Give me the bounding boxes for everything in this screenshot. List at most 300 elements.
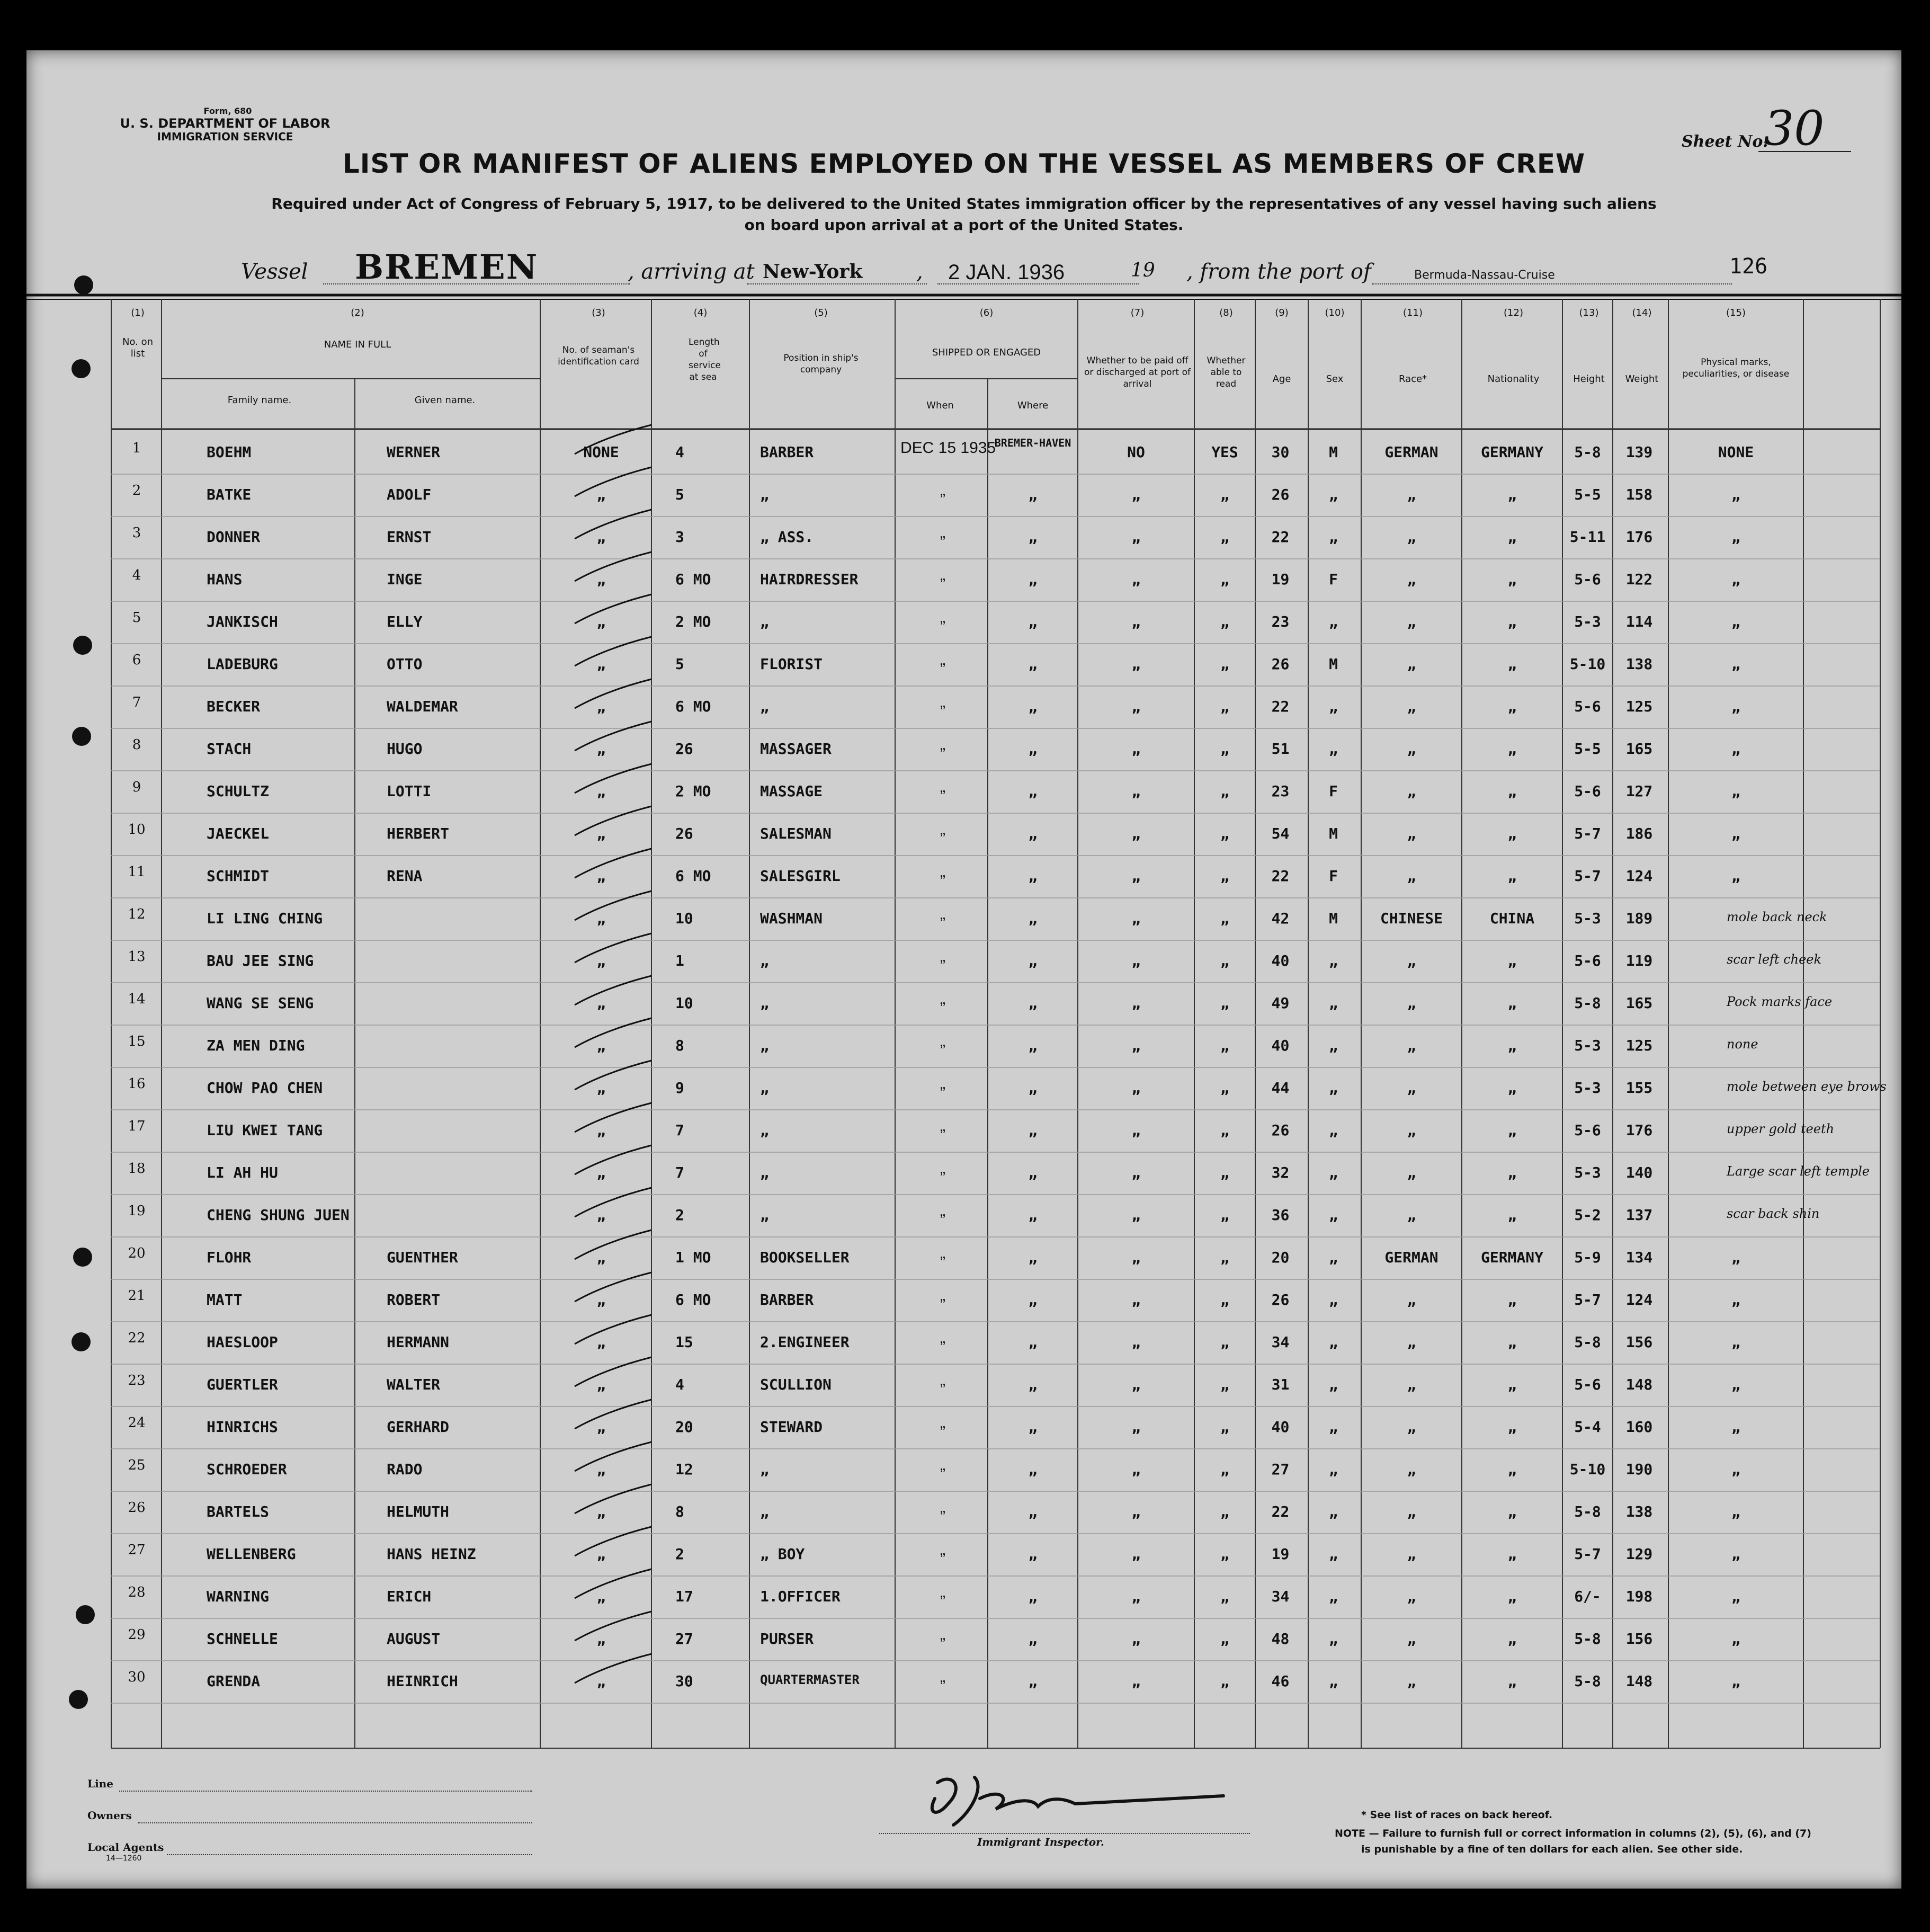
cell-given: LOTTI (387, 782, 432, 800)
cell-read: „ (1220, 1206, 1229, 1224)
cell-where: „ (1028, 1588, 1038, 1605)
cell-read: „ (1220, 655, 1229, 673)
cell-weight: 129 (1625, 1545, 1653, 1563)
cell-sex: „ (1329, 1588, 1338, 1605)
cell-nat: „ (1507, 1164, 1517, 1181)
col2-label: NAME IN FULL (324, 339, 391, 350)
cell-when: „ (940, 1202, 945, 1219)
cell-card: „ (596, 740, 606, 758)
penalty-note-1: NOTE — Failure to furnish full or correct information in columns (2), (5), (6), and (7) (1335, 1828, 1811, 1839)
cell-card: „ (596, 1079, 606, 1097)
cell-sex: F (1329, 782, 1338, 800)
cell-given: HANS HEINZ (387, 1545, 476, 1563)
departure-port: Bermuda-Nassau-Cruise (1414, 269, 1555, 282)
cell-service: 8 (675, 1037, 684, 1054)
cell-race: GERMAN (1384, 1249, 1438, 1266)
cell-family: LI LING CHING (207, 910, 323, 927)
cell-age: 26 (1271, 486, 1290, 503)
cell-card: NONE (583, 443, 619, 461)
cell-card: „ (596, 1545, 606, 1563)
col15-label: Physical marks, peculiarities, or disease (1682, 357, 1790, 379)
cell-marks: „ (1731, 1461, 1740, 1478)
check-mark-icon (572, 1397, 657, 1434)
cell-position: SALESGIRL (760, 867, 841, 885)
cell-paid: „ (1131, 994, 1141, 1012)
cell-family: HINRICHS (207, 1418, 278, 1436)
cell-sex: „ (1329, 740, 1338, 758)
cell-read: „ (1220, 867, 1229, 885)
cell-family: BECKER (207, 698, 261, 715)
cell-read: „ (1220, 825, 1229, 842)
cell-nat: „ (1507, 1588, 1517, 1605)
cell-weight: 124 (1625, 1291, 1653, 1308)
cell-marks: „ (1731, 613, 1740, 630)
cell-service: 2 MO (675, 782, 711, 800)
row-number: 17 (128, 1118, 146, 1134)
cell-paid: „ (1131, 1291, 1141, 1308)
cell-nat: CHINA (1489, 910, 1535, 927)
check-mark-icon (572, 761, 657, 798)
cell-family: SCHNELLE (207, 1630, 278, 1648)
col2-family-label: Family name. (227, 395, 292, 406)
cell-race: „ (1407, 528, 1416, 546)
cell-where: „ (1028, 655, 1038, 673)
cell-race: „ (1407, 1545, 1416, 1563)
cell-paid: „ (1131, 1418, 1141, 1436)
arrival-date: 2 JAN. 1936 (948, 261, 1065, 284)
cell-paid: „ (1131, 740, 1141, 758)
cell-nat: „ (1507, 1672, 1517, 1690)
cell-family: STACH (207, 740, 252, 758)
cell-marks: „ (1731, 782, 1740, 800)
cell-age: 23 (1271, 782, 1290, 800)
cell-where: „ (1028, 1037, 1038, 1054)
cell-read: „ (1220, 1630, 1229, 1648)
col3-label: No. of seaman's identification card (558, 345, 639, 367)
check-mark-icon (572, 1143, 657, 1180)
check-mark-icon (572, 592, 657, 629)
cell-nat: „ (1507, 1333, 1517, 1351)
cell-where: „ (1028, 994, 1038, 1012)
col11-label: Race* (1398, 373, 1427, 385)
cell-when: „ (940, 1287, 945, 1304)
cell-position: QUARTERMASTER (760, 1672, 860, 1687)
cell-service: 8 (675, 1503, 684, 1520)
cell-age: 40 (1271, 1037, 1290, 1054)
col8-label: Whether able to read (1207, 355, 1246, 389)
cell-family: CHOW PAO CHEN (207, 1079, 323, 1097)
cell-when: „ (940, 905, 945, 923)
cell-position: HAIRDRESSER (760, 571, 859, 588)
cell-sex: „ (1329, 1164, 1338, 1181)
sheet-label: Sheet No. (1682, 132, 1768, 151)
cell-card: „ (596, 528, 606, 546)
line-label: Line (87, 1777, 113, 1790)
cell-weight: 165 (1625, 994, 1653, 1012)
cell-read: „ (1220, 1121, 1229, 1139)
cell-nat: „ (1507, 1079, 1517, 1097)
col1-label: No. on list (122, 336, 154, 359)
cell-where: „ (1028, 528, 1038, 546)
cell-weight: 198 (1625, 1588, 1653, 1605)
cell-paid: „ (1131, 698, 1141, 715)
check-mark-icon (572, 634, 657, 671)
cell-card: „ (596, 1630, 606, 1648)
cell-nat: „ (1507, 1545, 1517, 1563)
cell-age: 32 (1271, 1164, 1290, 1181)
col6-where-label: Where (1017, 400, 1049, 411)
cell-paid: „ (1131, 1164, 1141, 1181)
row-number: 5 (132, 610, 141, 626)
penalty-note-2: is punishable by a fine of ten dollars for each alien. See other side. (1361, 1844, 1743, 1855)
row-number: 16 (128, 1076, 146, 1092)
cell-age: 36 (1271, 1206, 1290, 1224)
manifest-sheet: Form, 680 U. S. DEPARTMENT OF LABOR IMMIGRATION SERVICE Sheet No. 30 LIST OR MANIFEST OF ALIENS EMPLOYED ON THE VESSEL AS MEMBERS OF CREW Required under Act of Congress of February 5, 1917, to be delivered to the United States immigration officer by the representatives of any vessel having such aliens on board upon arrival at a port of the United States. Vessel BREMEN , arriving at New-York , 2 JAN. 1936 19 , from the port of Bermuda-Nassau-Cruise 126 (1) No. on list (2) NAME IN FULL Family name. Given name. (3) No. of seaman's identification card (4) Length of service at sea (5) Position in ship's company (6) SHIPPED OR ENGAGED When Where (7) Whether to be paid off or discharged at port of arrival (8) Whether able to read (9) Age (10) Sex (11) Race* (12) Nationality (13) Height (14) Weight (15) Physical marks, peculiarities, or disease 1 BOEHM WERNER NONE 4 BARBER DEC 15 1935 BREMER-HAVEN NO YES 30 M GERMAN GERMANY 5-8 139 NONE 2 BATKE ADOLF „ 5 „ „ „ „ „ 26 „ „ „ 5-5 158 „ 3 DONNER ERNST „ 3 „ ASS. „ „ „ „ 22 „ „ „ 5-11 176 „ 4 HANS INGE „ 6 MO HAIRDRESSER „ „ „ „ 19 F „ „ 5-6 122 „ 5 JANKISCH ELLY „ 2 MO „ „ „ „ „ 23 „ „ „ 5-3 114 „ 6 LADEBURG OTTO „ 5 FLORIST „ „ „ „ 26 M „ „ 5-10 138 „ 7 BECKER WALDEMAR „ 6 MO „ „ „ „ „ 22 „ „ „ 5-6 125 „ 8 STACH HUGO „ 26 MASSAGER „ „ „ „ 51 „ „ „ 5-5 165 „ 9 SCHULTZ LOTTI „ 2 MO MASSAGE „ „ „ „ 23 F „ „ 5-6 127 „ 10 JAECKEL HERBERT „ 26 SALESMAN „ „ „ „ 54 M „ „ 5-7 186 „ 11 SCHMIDT RENA „ 6 MO SALESGIRL „ „ „ „ 22 F „ „ 5-7 124 „ 12 LI LING CHING „ 10 WASHMAN „ „ „ „ 42 M CHINESE CHINA 5-3 189 mole back neck 13 BAU JEE SING „ 1 „ „ „ „ „ 40 „ „ „ 5-6 119 scar left cheek 14 WANG SE SENG „ 10 „ „ „ „ „ 49 „ „ „ 5-8 165 Pock marks face 15 ZA MEN DING „ 8 „ „ „ „ „ 40 „ „ „ 5-3 125 none 16 CHOW PAO CHEN „ 9 „ „ „ „ „ 44 „ „ „ 5-3 155 mole between eye brows 17 LIU KWEI TANG „ 7 „ „ „ „ „ 26 „ „ „ 5-6 176 upper gold teeth 18 LI AH HU „ 7 „ „ „ „ „ 32 „ „ „ 5-3 140 Large scar left temple 19 CHENG SHUNG JUEN „ 2 „ „ „ „ „ 36 „ „ „ 5-2 137 scar back shin 20 FLOHR GUENTHER „ 1 MO BOOKSELLER „ „ „ „ 20 „ GERMAN GERMANY 5-9 134 „ 21 MATT ROBERT „ 6 MO BARBER „ „ „ „ 26 „ „ „ 5-7 124 „ 22 HAESLOOP HERMANN „ 15 2.ENGINEER „ „ „ „ 34 „ „ „ 5-8 156 „ 23 GUERTLER WALTER „ 4 SCULLION „ „ „ „ 31 „ „ „ 5-6 148 „ 24 HINRICHS GERHARD „ 20 STEWARD „ „ „ „ 40 „ „ „ 5-4 160 „ 25 SCHROEDER RADO „ 12 „ „ „ „ „ 27 „ „ „ 5-10 190 „ 26 BARTELS HELMUTH „ 8 „ „ „ „ „ 22 „ „ „ 5-8 138 „ 27 WELLENBERG HANS HEINZ „ 2 „ BOY „ „ „ „ 19 „ „ „ 5-7 129 „ 28 WARNING ERICH „ 17 1.OFFICER „ „ „ „ 34 „ „ „ 6/- 198 „ 29 SCHNELLE AUGUST „ 27 PURSER „ „ „ „ 48 „ „ „ 5-8 156 „ 30 GRENDA HEINRICH „ 30 QUARTERMASTER „ „ „ „ 46 „ „ „ 5-8 148 „ Line Owners Local Agents 14—1260 Immigrant Inspector. * See list of races on back hereof. NOTE — Failure to furnish full or correct information in columns (2), (5), (6), and (7) is punishable by a fine of ten dollars for each alien. See other side. (26, 50, 1901, 1889)
cell-service: 7 (675, 1121, 684, 1139)
cell-where: „ (1028, 1672, 1038, 1690)
cell-marks: „ (1731, 528, 1740, 546)
cell-nat: „ (1507, 528, 1517, 546)
cell-given: HERMANN (387, 1333, 450, 1351)
col2-given-label: Given name. (414, 395, 476, 406)
cell-paid: „ (1131, 952, 1141, 969)
cell-marks: „ (1731, 1588, 1740, 1605)
cell-age: 22 (1271, 867, 1290, 885)
cell-when: „ (940, 482, 945, 499)
cell-weight: 138 (1625, 655, 1653, 673)
check-mark-icon (572, 931, 657, 968)
cell-family: JANKISCH (207, 613, 278, 630)
cell-when: „ (940, 1456, 945, 1474)
cell-nat: „ (1507, 1376, 1517, 1393)
cell-nat: „ (1507, 1206, 1517, 1224)
cell-read: „ (1220, 782, 1229, 800)
cell-read: „ (1220, 613, 1229, 630)
cell-paid: „ (1131, 655, 1141, 673)
cell-age: 26 (1271, 1121, 1290, 1139)
cell-nat: „ (1507, 1418, 1517, 1436)
check-mark-icon (572, 1524, 657, 1561)
cell-sex: „ (1329, 1503, 1338, 1520)
row-number: 25 (128, 1457, 146, 1473)
cell-paid: „ (1131, 1376, 1141, 1393)
cell-weight: 165 (1625, 740, 1653, 758)
cell-age: 51 (1271, 740, 1290, 758)
cell-given: INGE (387, 571, 423, 588)
cell-height: 5-8 (1574, 1672, 1601, 1690)
cell-service: 2 (675, 1206, 684, 1224)
row-number: 20 (128, 1245, 146, 1261)
cell-where: „ (1028, 1333, 1038, 1351)
cell-nat: „ (1507, 1461, 1517, 1478)
cell-race: „ (1407, 1121, 1416, 1139)
cell-nat: GERMANY (1480, 1249, 1543, 1266)
row-number: 1 (132, 440, 141, 456)
cell-sex: „ (1329, 1461, 1338, 1478)
cell-service: 26 (675, 740, 693, 758)
row-number: 27 (128, 1542, 146, 1558)
cell-weight: 155 (1625, 1079, 1653, 1097)
cell-position: SALESMAN (760, 825, 832, 842)
cell-card: „ (596, 486, 606, 503)
cell-given: WALDEMAR (387, 698, 458, 715)
cell-paid: „ (1131, 486, 1141, 503)
check-mark-icon (572, 1185, 657, 1222)
cell-nat: „ (1507, 1037, 1517, 1054)
cell-sex: „ (1329, 528, 1338, 546)
cell-sex: F (1329, 867, 1338, 885)
row-number: 30 (128, 1669, 146, 1685)
cell-age: 40 (1271, 1418, 1290, 1436)
cell-age: 22 (1271, 1503, 1290, 1520)
cell-marks: „ (1731, 1249, 1740, 1266)
cell-position: 1.OFFICER (760, 1588, 841, 1605)
cell-where: „ (1028, 1418, 1038, 1436)
cell-when: „ (940, 1160, 945, 1177)
cell-family: CHENG SHUNG JUEN (207, 1206, 350, 1224)
cell-service: 17 (675, 1588, 693, 1605)
cell-nat: „ (1507, 698, 1517, 715)
cell-card: „ (596, 1291, 606, 1308)
cell-age: 23 (1271, 613, 1290, 630)
cell-service: 6 MO (675, 698, 711, 715)
cell-position: „ (760, 994, 769, 1012)
cell-position: „ (760, 698, 769, 715)
cell-age: 22 (1271, 698, 1290, 715)
cell-family: WARNING (207, 1588, 270, 1605)
cell-paid: „ (1131, 1121, 1141, 1139)
cell-position: STEWARD (760, 1418, 823, 1436)
cell-service: 5 (675, 486, 684, 503)
cell-nat: „ (1507, 994, 1517, 1012)
cell-when: „ (940, 736, 945, 753)
cell-height: 5-8 (1574, 994, 1601, 1012)
cell-service: 10 (675, 910, 693, 927)
agents-dots (167, 1854, 532, 1855)
cell-family: SCHULTZ (207, 782, 270, 800)
col4-number: (4) (693, 307, 708, 318)
cell-where: „ (1028, 1503, 1038, 1520)
cell-when: „ (940, 948, 945, 965)
cell-where: „ (1028, 1461, 1038, 1478)
cell-weight: 125 (1625, 698, 1653, 715)
cell-weight: 140 (1625, 1164, 1653, 1181)
cell-family: GRENDA (207, 1672, 261, 1690)
cell-race: GERMAN (1384, 443, 1438, 461)
arriving-label: , arriving at (628, 260, 755, 284)
cell-nat: „ (1507, 1630, 1517, 1648)
cell-card: „ (596, 782, 606, 800)
check-mark-icon (572, 973, 657, 1010)
col14-label: Weight (1625, 373, 1659, 385)
cell-card: „ (596, 1121, 606, 1139)
cell-service: 12 (675, 1461, 693, 1478)
cell-nat: „ (1507, 782, 1517, 800)
cell-position: „ (760, 1461, 769, 1478)
from-port-label: , from the port of (1186, 260, 1371, 284)
cell-family: WELLENBERG (207, 1545, 296, 1563)
cell-family: BARTELS (207, 1503, 270, 1520)
row-number: 19 (128, 1203, 146, 1219)
cell-where: „ (1028, 1164, 1038, 1181)
cell-service: 30 (675, 1672, 693, 1690)
cell-sex: F (1329, 571, 1338, 588)
cell-when: „ (940, 1499, 945, 1516)
cell-read: „ (1220, 1079, 1229, 1097)
cell-height: 5-6 (1574, 782, 1601, 800)
cell-sex: „ (1329, 1333, 1338, 1351)
cell-nat: „ (1507, 1291, 1517, 1308)
cell-read: „ (1220, 528, 1229, 546)
print-code: 14—1260 (106, 1854, 142, 1863)
cell-height: 5-3 (1574, 1079, 1601, 1097)
cell-height: 5-11 (1569, 528, 1606, 546)
cell-family: SCHMIDT (207, 867, 270, 885)
cell-sex: „ (1329, 1079, 1338, 1097)
check-mark-icon (572, 1100, 657, 1137)
cell-age: 19 (1271, 571, 1290, 588)
stamp-number: 126 (1729, 254, 1768, 279)
cell-height: 6/- (1574, 1588, 1601, 1605)
cell-service: 6 MO (675, 867, 711, 885)
cell-family: HAESLOOP (207, 1333, 278, 1351)
cell-family: FLOHR (207, 1249, 252, 1266)
row-number: 6 (132, 652, 141, 668)
cell-marks: scar left cheek (1727, 952, 1822, 967)
check-mark-icon (572, 1355, 657, 1392)
cell-marks: scar back shin (1727, 1206, 1820, 1221)
cell-family: LIU KWEI TANG (207, 1121, 323, 1139)
col9-label: Age (1272, 373, 1291, 385)
cell-service: 15 (675, 1333, 693, 1351)
cell-sex: „ (1329, 1376, 1338, 1393)
cell-race: CHINESE (1380, 910, 1443, 927)
cell-nat: „ (1507, 613, 1517, 630)
cell-race: „ (1407, 571, 1416, 588)
cell-marks: „ (1731, 825, 1740, 842)
cell-position: „ BOY (760, 1545, 805, 1563)
sheet-number: 30 (1764, 101, 1825, 156)
cell-sex: „ (1329, 1037, 1338, 1054)
check-mark-icon (572, 804, 657, 841)
cell-given: RENA (387, 867, 423, 885)
col3-number: (3) (592, 307, 605, 318)
cell-sex: „ (1329, 1630, 1338, 1648)
inspector-label: Immigrant Inspector. (977, 1836, 1104, 1848)
cell-sex: „ (1329, 613, 1338, 630)
cell-when: „ (940, 1244, 945, 1262)
cell-race: „ (1407, 782, 1416, 800)
cell-marks: „ (1731, 1545, 1740, 1563)
check-mark-icon (572, 1058, 657, 1095)
col8-number: (8) (1219, 307, 1233, 318)
cell-height: 5-4 (1574, 1418, 1601, 1436)
cell-nat: GERMANY (1480, 443, 1543, 461)
cell-service: 6 MO (675, 1291, 711, 1308)
cell-service: 1 (675, 952, 684, 969)
cell-when: „ (940, 524, 945, 541)
cell-race: „ (1407, 1376, 1416, 1393)
cell-when: „ (940, 1414, 945, 1431)
cell-given: HUGO (387, 740, 423, 758)
cell-where: „ (1028, 740, 1038, 758)
cell-read: „ (1220, 1545, 1229, 1563)
cell-family: BATKE (207, 486, 252, 503)
cell-card: „ (596, 910, 606, 927)
cell-sex: „ (1329, 952, 1338, 969)
cell-service: 20 (675, 1418, 693, 1436)
col6-label: SHIPPED OR ENGAGED (932, 347, 1041, 358)
cell-height: 5-8 (1574, 443, 1601, 461)
row-number: 13 (128, 949, 146, 965)
cell-given: RADO (387, 1461, 423, 1478)
cell-marks: „ (1731, 867, 1740, 885)
cell-age: 54 (1271, 825, 1290, 842)
cell-given: ELLY (387, 613, 423, 630)
cell-paid: „ (1131, 1545, 1141, 1563)
cell-family: GUERTLER (207, 1376, 278, 1393)
cell-given: HEINRICH (387, 1672, 458, 1690)
cell-read: „ (1220, 1249, 1229, 1266)
cell-service: 6 MO (675, 571, 711, 588)
cell-race: „ (1407, 1461, 1416, 1478)
cell-service: 1 MO (675, 1249, 711, 1266)
cell-race: „ (1407, 613, 1416, 630)
cell-given: OTTO (387, 655, 423, 673)
cell-position: 2.ENGINEER (760, 1333, 850, 1351)
cell-race: „ (1407, 1079, 1416, 1097)
cell-height: 5-5 (1574, 486, 1601, 503)
col5-label: Position in ship's company (783, 353, 859, 375)
arrival-port: New-York (763, 261, 863, 283)
cell-position: FLORIST (760, 655, 823, 673)
cell-read: „ (1220, 571, 1229, 588)
col6-number: (6) (979, 307, 994, 318)
cell-position: „ (760, 486, 769, 503)
cell-race: „ (1407, 1206, 1416, 1224)
col9-number: (9) (1275, 307, 1289, 318)
cell-card: „ (596, 655, 606, 673)
col7-label: Whether to be paid off or discharged at port of arrival (1084, 355, 1191, 389)
cell-where: „ (1028, 1079, 1038, 1097)
cell-marks: „ (1731, 1630, 1740, 1648)
cell-race: „ (1407, 1672, 1416, 1690)
cell-card: „ (596, 867, 606, 885)
cell-marks: upper gold teeth (1727, 1121, 1835, 1136)
cell-paid: „ (1131, 1333, 1141, 1351)
cell-weight: 156 (1625, 1333, 1653, 1351)
cell-position: „ (760, 1121, 769, 1139)
cell-weight: 114 (1625, 613, 1653, 630)
cell-when: „ (940, 1626, 945, 1643)
inspector-dots (879, 1833, 1250, 1834)
cell-sex: M (1329, 443, 1338, 461)
cell-age: 26 (1271, 1291, 1290, 1308)
cell-sex: „ (1329, 1545, 1338, 1563)
cell-marks: none (1727, 1037, 1758, 1052)
cell-service: 7 (675, 1164, 684, 1181)
col15-number: (15) (1726, 307, 1746, 318)
cell-given: ROBERT (387, 1291, 441, 1308)
cell-marks: „ (1731, 655, 1740, 673)
year-label: 19 (1131, 260, 1155, 281)
cell-height: 5-7 (1574, 1291, 1601, 1308)
cell-position: „ (760, 952, 769, 969)
cell-nat: „ (1507, 952, 1517, 969)
cell-when: „ (940, 609, 945, 626)
cell-marks: „ (1731, 1503, 1740, 1520)
cell-card: „ (596, 1588, 606, 1605)
